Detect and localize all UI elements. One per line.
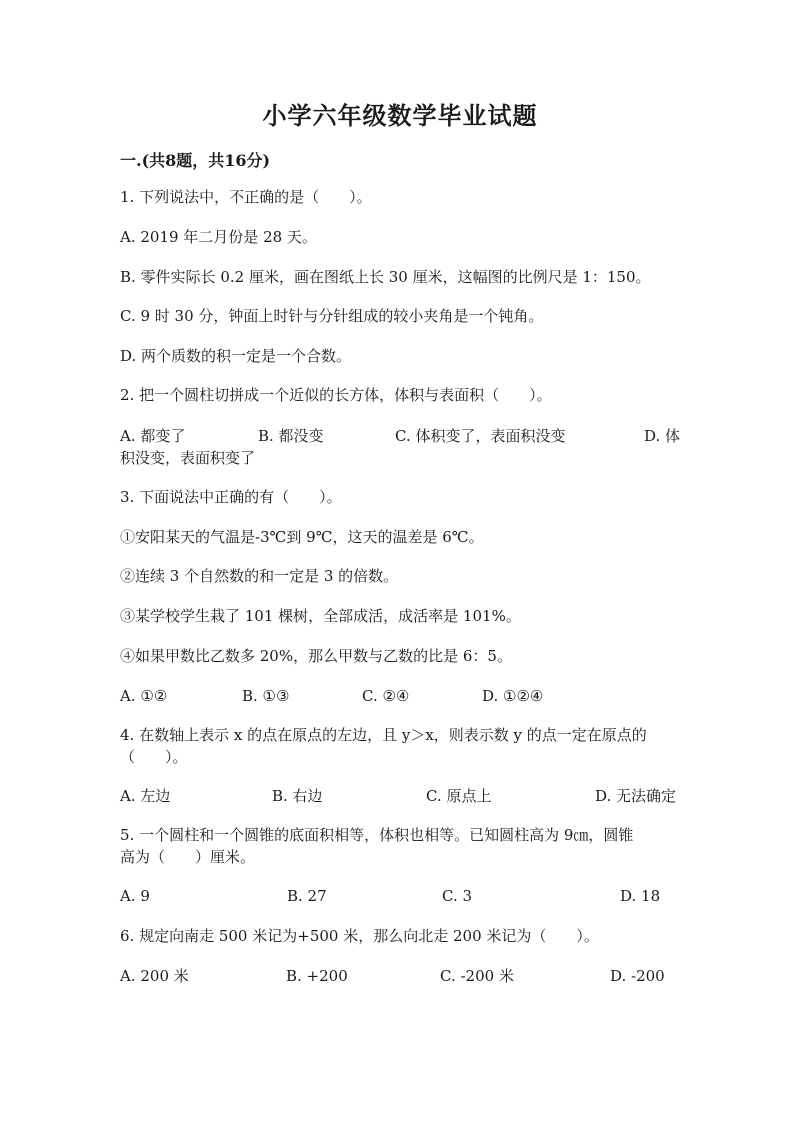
question-1-option-a: A. 2019 年二月份是 28 天。 (120, 228, 317, 246)
question-4-stem: 4. 在数轴上表示 x 的点在原点的左边，且 y＞x，则表示数 y 的点一定在原点的 (120, 726, 647, 744)
question-4-stem-continued: （ ）。 (120, 748, 188, 766)
question-5-stem: 5. 一个圆柱和一个圆锥的底面积相等，体积也相等。已知圆柱高为 9㎝，圆锥 (120, 826, 634, 844)
page-title: 小学六年级数学毕业试题 (262, 101, 538, 130)
question-5-stem-continued: 高为（ ）厘米。 (120, 848, 256, 866)
question-1-stem: 1. 下列说法中，不正确的是（ ）。 (120, 188, 372, 206)
question-3-statement-1: ①安阳某天的气温是-3℃到 9℃，这天的温差是 6℃。 (120, 528, 484, 546)
question-5-option-b: B. 27 (287, 887, 327, 905)
question-2-option-d: D. 体 (644, 427, 681, 445)
question-6-option-b: B. +200 (286, 967, 348, 985)
question-3-option-c: C. ②④ (362, 687, 410, 705)
question-3-option-d: D. ①②④ (482, 687, 544, 705)
question-6-option-d: D. -200 (610, 967, 665, 985)
question-6-option-c: C. -200 米 (440, 967, 514, 985)
question-1-option-b: B. 零件实际长 0.2 厘米，画在图纸上长 30 厘米，这幅图的比例尺是 1：150。 (120, 268, 651, 286)
question-2-option-a: A. 都变了 (120, 427, 186, 445)
question-5-option-c: C. 3 (442, 887, 473, 905)
question-1-option-c: C. 9 时 30 分，钟面上时针与分针组成的较小夹角是一个钝角。 (120, 307, 544, 325)
question-5-option-a: A. 9 (120, 887, 150, 905)
question-4-option-b: B. 右边 (272, 787, 323, 805)
question-5-option-d: D. 18 (620, 887, 661, 905)
question-2-option-d-continued: 积没变，表面积变了 (120, 449, 256, 467)
question-3-option-b: B. ①③ (242, 687, 290, 705)
question-3-statement-2: ②连续 3 个自然数的和一定是 3 的倍数。 (120, 567, 399, 585)
question-2-option-c: C. 体积变了，表面积没变 (395, 427, 566, 445)
question-4-option-d: D. 无法确定 (595, 787, 677, 805)
question-4-option-c: C. 原点上 (426, 787, 492, 805)
question-3-statement-4: ④如果甲数比乙数多 20%，那么甲数与乙数的比是 6：5。 (120, 647, 512, 665)
question-3-stem: 3. 下面说法中正确的有（ ）。 (120, 488, 342, 506)
question-3-statement-3: ③某学校学生栽了 101 棵树，全部成活，成活率是 101%。 (120, 607, 521, 625)
question-6-stem: 6. 规定向南走 500 米记为+500 米，那么向北走 200 米记为（ ）。 (120, 927, 599, 945)
question-2-stem: 2. 把一个圆柱切拼成一个近似的长方体，体积与表面积（ ）。 (120, 386, 552, 404)
question-1-option-d: D. 两个质数的积一定是一个合数。 (120, 347, 352, 365)
section-heading: 一.(共8题，共16分) (120, 151, 271, 170)
question-6-option-a: A. 200 米 (120, 967, 189, 985)
question-2-option-b: B. 都没变 (258, 427, 324, 445)
question-4-option-a: A. 左边 (120, 787, 171, 805)
question-3-option-a: A. ①② (120, 687, 168, 705)
